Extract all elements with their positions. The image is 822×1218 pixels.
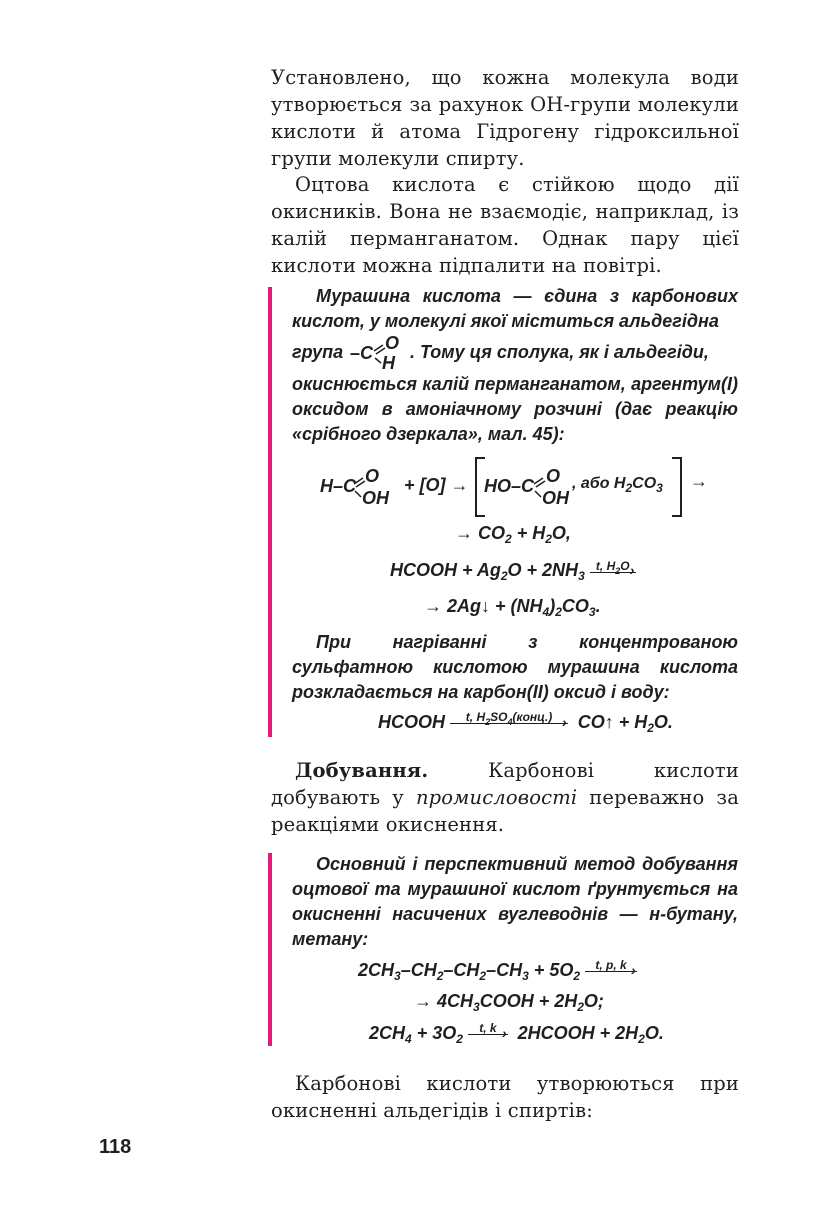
eq6-arrow xyxy=(585,959,637,972)
eq5-left-text: HCOOH xyxy=(378,712,445,732)
carboxyl-formula-left xyxy=(320,466,415,510)
eq1-ho-text: HO–C xyxy=(484,476,535,496)
eq1-left-text: H–C xyxy=(320,476,357,496)
eq5-end-text: + H xyxy=(618,712,648,732)
equation-butane-oxidation: $2CH_3-CH_2-CH_2-CH_3 + 5O_2$ t, p, k › xyxy=(358,958,636,983)
eq5-arrow-label: t, H xyxy=(465,710,486,724)
eq3-arrow: t, $H_2O$ xyxy=(590,560,636,573)
eq1-or-text: , або H xyxy=(572,475,626,492)
production-text-a: Карбонові кислоти добувають у xyxy=(271,759,739,809)
svg-text:OH: OH xyxy=(362,488,389,508)
svg-text:O: O xyxy=(546,466,561,486)
eq6-arrow-label: t, p, k xyxy=(585,959,637,972)
svg-text:H: H xyxy=(382,353,395,370)
production-italic: промисловості xyxy=(415,786,578,809)
equation-silver-mirror: HCOOH + $Ag_2O + 2NH_3$ t, $H_2O$ › xyxy=(390,559,635,583)
decomposition-description: При нагріванні з концентрованою сульфатною кислотою мурашина кислота розкладається на карбон(II) оксид і воду: xyxy=(292,632,738,702)
equation-silver-products: → 2Ag↓ + $(NH_4)_2CO_3$. xyxy=(424,596,601,619)
svg-text:O: O xyxy=(365,466,380,486)
paragraph-acetic-acid: Оцтова кислота є стійкою щодо дії окисників. Вона не взаємодіє, наприклад, із калій перманганатом. Однак пару цієї кислоти можна підпалити на повітрі. xyxy=(271,173,739,277)
formic-acid-box xyxy=(292,284,738,447)
eq5-right-text: CO xyxy=(577,712,605,732)
page-number: 118 xyxy=(99,1136,132,1158)
equation-methane-oxidation: $2CH_4 + 3O_2$ t, k › 2HCOOH + $2H_2O$. xyxy=(369,1021,664,1046)
aldehyde-group-line xyxy=(292,334,738,372)
eq8-arrow-label: t, k xyxy=(468,1022,508,1035)
eq4-text: → 2Ag xyxy=(424,596,482,616)
group-continuation: . Тому ця сполука, як і альдегіди, xyxy=(410,342,709,362)
eq3-arrow-label: t, H xyxy=(595,559,616,573)
eq1-arrow: → xyxy=(690,471,708,491)
eq2-text: → CO xyxy=(455,523,506,543)
eq3-left-text: HCOOH + Ag xyxy=(390,560,501,580)
eq1-carbonic-acid: , або $H_2CO_3$ xyxy=(572,475,663,495)
production-heading: Добування. xyxy=(295,759,429,782)
svg-text:OH: OH xyxy=(542,488,569,508)
carboxyl-formula-bracket xyxy=(484,466,584,510)
eq5-arrow: t, $H_2SO_4(конц.)$ xyxy=(450,711,568,724)
equation-formic-decomposition: HCOOH t, $H_2SO_4(конц.)$ › CO↑ + $H_2O$. xyxy=(378,710,673,735)
production-text-b: переважно за реакціями окиснення. xyxy=(271,786,739,836)
group-word: група xyxy=(292,342,344,362)
svg-text:–C: –C xyxy=(350,343,374,363)
paragraph-water-formation: Установлено, що кожна молекула води утворюється за рахунок ОН-групи молекули кислоти й атома Гідрогену гідроксильної групи молекули спирту. xyxy=(271,66,739,170)
paragraph-oxidation-aldehydes: Карбонові кислоти утворюються при окисненні альдегідів і спиртів: xyxy=(271,1072,739,1122)
formic-acid-intro: Мурашина кислота — єдина з карбонових кислот, у молекулі якої міститься альдегідна xyxy=(292,286,738,331)
equation-acetic-product: → $4CH_3COOH + 2H_2O$; xyxy=(414,991,604,1014)
accent-bar-2 xyxy=(268,853,272,1046)
eq1-plus-oxygen: + [O] → xyxy=(404,475,469,495)
svg-text:O: O xyxy=(385,334,400,353)
oxidation-description: окиснюється калій перманганатом, аргентум(І) оксидом в амоніачному розчині (дає реакцію «срібного дзеркала», мал. 45): xyxy=(292,374,738,444)
industrial-method-text: Основний і перспективний метод добування оцтової та мурашиної кислот ґрунтується на окисненні насичених вуглеводнів — н-бутану, метану: xyxy=(292,854,738,949)
accent-bar-1 xyxy=(268,287,272,737)
right-bracket xyxy=(672,457,682,517)
aldehyde-group-formula xyxy=(350,334,410,370)
equation-co2-water: → $CO_2 + H_2O$, xyxy=(455,523,571,546)
paragraph-production xyxy=(271,757,739,838)
